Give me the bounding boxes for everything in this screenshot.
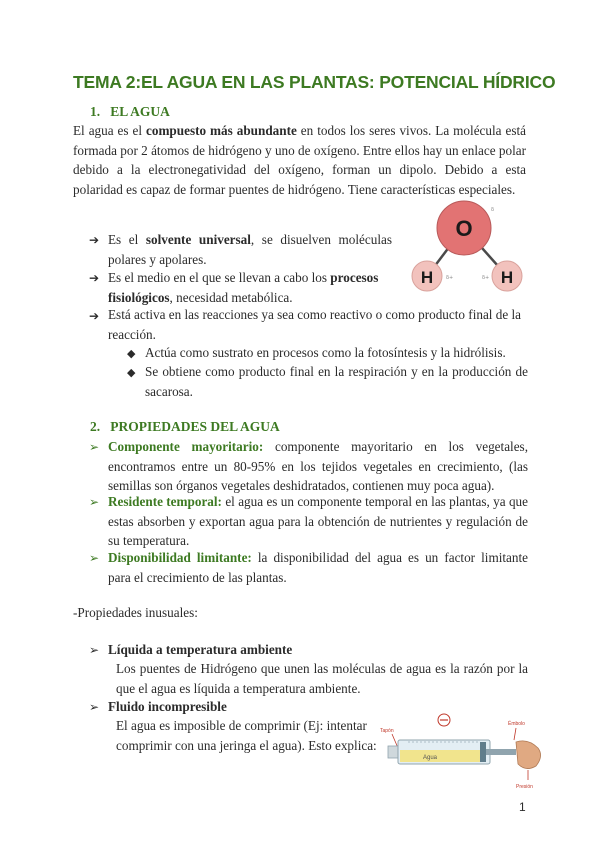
intro-text-2: en todos los seres vivos. La molécula está formada por 2 átomos de hidrógeno y uno de oxígeno. Entre ellos hay un enlace polar debido a la electronegatividad del oxígeno, forman un dipolo. Debido a esta polaridad es capaz de formar puentes de hidrógeno. Tiene características especiales. — [73, 123, 526, 197]
syringe-tip — [388, 746, 398, 758]
property-label: Residente temporal: — [108, 494, 222, 509]
charge-note: δ — [491, 207, 495, 213]
plunger-head — [480, 742, 486, 762]
bullet-text: , se disuelven moléculas polares y apolares. — [108, 232, 392, 267]
hand-icon — [516, 741, 541, 769]
unusual-heading: -Propiedades inusuales: — [73, 605, 198, 620]
syringe-label-cap: Tapón — [380, 728, 394, 734]
bullet-processes — [108, 268, 396, 307]
bullet-text: Es el medio en el que se llevan a cabo los — [108, 270, 331, 285]
hydrogen-label-right: H — [500, 268, 514, 287]
oxygen-label: O — [455, 216, 473, 241]
property-temporal — [108, 492, 528, 551]
page-title: TEMA 2:EL AGUA EN LAS PLANTAS: POTENCIAL HÍDRICO — [73, 72, 556, 92]
bullet-text: Está activa en las reacciones ya sea como reactivo o como producto final de la reacción. — [108, 307, 522, 342]
unusual-title-incompressible: Fluido incompresible — [108, 699, 227, 714]
section-2-number: 2. — [90, 419, 101, 434]
section-1-number: 1. — [90, 104, 101, 119]
intro-paragraph — [73, 121, 526, 199]
bullet-bold: procesos fisiológicos — [108, 270, 379, 305]
section-2-title: PROPIEDADES DEL AGUA — [110, 419, 280, 434]
bullet-bold: solvente universal — [145, 232, 251, 247]
unusual-title-liquid: Líquida a temperatura ambiente — [108, 642, 293, 657]
intro-text-1: El agua es el — [73, 123, 146, 138]
subbullet-product: Se obtiene como producto final en la respiración y en la producción de sacarosa. — [145, 364, 528, 399]
property-majority — [108, 437, 528, 496]
unusual-text-incompressible: El agua es imposible de comprimir (Ej: intentar comprimir con una jeringa el agua). Esto explica: — [116, 718, 377, 753]
arrow-bullet-icon: ➔ — [89, 309, 100, 323]
hydrogen-label-left: H — [420, 268, 434, 287]
property-label: Disponibilidad limitante: — [108, 550, 252, 565]
chevron-bullet-icon: ➢ — [89, 440, 100, 454]
intro-bold: compuesto más abundante — [146, 123, 297, 138]
property-text: componente mayoritario en los vegetales, encontramos entre un 80-95% en los tejidos vegetales en crecimiento, (las semillas son órganos vegetales deshidratados, contienen muy poca agua). — [108, 439, 528, 493]
chevron-bullet-icon: ➢ — [89, 495, 100, 509]
section-1-title: EL AGUA — [110, 104, 170, 119]
bullet-reactions — [108, 305, 528, 344]
bullet-text: Es el — [108, 232, 146, 247]
charge-note: δ+ — [446, 275, 454, 281]
syringe-label-plunger: Émbolo — [508, 721, 525, 727]
plunger-rod — [486, 749, 516, 755]
arrow-bullet-icon: ➔ — [89, 233, 100, 247]
property-text: la disponibilidad del agua es un factor limitante para el crecimiento de las plantas. — [108, 550, 528, 585]
bullet-solvent — [108, 230, 392, 269]
arrow-bullet-icon: ➔ — [89, 271, 100, 285]
diamond-bullet-icon: ◆ — [127, 347, 136, 360]
property-text: el agua es un componente temporal en las plantas, ya que estas absorben y exportan agua para la obtención de nutrientes y regulación de su temperatura. — [108, 494, 529, 548]
chevron-bullet-icon: ➢ — [89, 700, 100, 714]
bullet-text: , necesidad metabólica. — [169, 289, 293, 305]
section-1-heading — [90, 104, 170, 120]
pointer-line — [514, 728, 516, 740]
syringe-water-label: Agua — [423, 755, 438, 761]
syringe-illustration — [378, 712, 548, 792]
syringe-label-pressure: Presión — [516, 784, 533, 790]
charge-note: δ+ — [482, 275, 490, 281]
chevron-bullet-icon: ➢ — [89, 551, 100, 565]
syringe-water — [400, 750, 480, 762]
property-limiting — [108, 548, 528, 587]
page-number: 1 — [519, 800, 526, 814]
diamond-bullet-icon: ◆ — [127, 366, 136, 379]
section-2-heading — [90, 419, 280, 435]
unusual-text-liquid: Los puentes de Hidrógeno que unen las moléculas de agua es la razón por la que el agua es líquida a temperatura ambiente. — [116, 661, 528, 696]
subbullet-substrate: Actúa como sustrato en procesos como la fotosíntesis y la hidrólisis. — [145, 345, 506, 360]
chevron-bullet-icon: ➢ — [89, 643, 100, 657]
water-molecule-diagram — [410, 200, 530, 295]
property-label: Componente mayoritario: — [108, 439, 264, 454]
